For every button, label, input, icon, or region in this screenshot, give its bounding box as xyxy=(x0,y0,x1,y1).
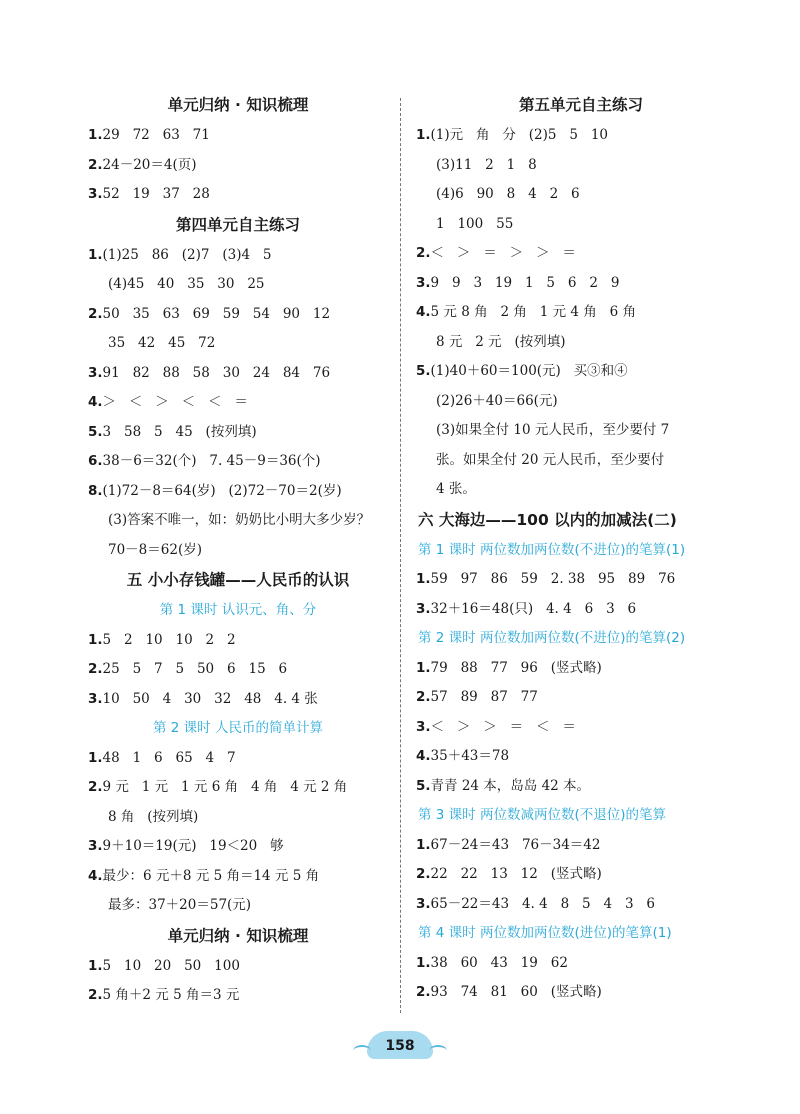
item-number: 1. xyxy=(416,954,431,971)
item-number: 3. xyxy=(88,838,103,854)
answer-continuation xyxy=(416,210,746,240)
answer-continuation xyxy=(416,151,746,181)
item-number: 3. xyxy=(416,600,431,617)
answer-continuation xyxy=(88,536,388,566)
answer-line xyxy=(88,952,388,982)
section-heading: 第五单元自主练习 xyxy=(518,96,643,114)
item-number: 2. xyxy=(416,984,431,1000)
answer-text: 青青 24 本，岛岛 42 本。 xyxy=(430,777,591,794)
item-number: 1. xyxy=(88,957,103,974)
item-number: 2. xyxy=(88,156,103,173)
answer-continuation xyxy=(416,446,746,476)
item-number: 2. xyxy=(416,689,431,705)
answer-text: 57 89 87 77 xyxy=(430,689,538,705)
section-heading: 五 小小存钱罐——人民币的认识 xyxy=(126,571,350,589)
item-number: 8. xyxy=(88,482,103,499)
answer-line xyxy=(416,890,746,920)
answer-text: (4)45 40 35 30 25 xyxy=(108,276,265,292)
item-number: 6. xyxy=(88,453,103,469)
answer-text: ＜ ＞ ＝ ＞ ＞ ＝ xyxy=(430,245,576,261)
answer-text: 5 2 10 10 2 2 xyxy=(102,631,236,648)
answer-line xyxy=(416,121,746,151)
item-number: 2. xyxy=(416,245,431,261)
answer-continuation xyxy=(416,387,746,417)
answer-text: 48 1 6 65 4 7 xyxy=(102,749,236,766)
answer-text: 35＋43＝78 xyxy=(430,748,510,764)
item-number: 1. xyxy=(88,749,103,766)
answer-line xyxy=(416,357,746,387)
answer-continuation xyxy=(88,803,388,833)
answer-line xyxy=(88,862,388,892)
answer-text: (1)元 角 分 (2)5 5 10 xyxy=(430,127,609,143)
answer-text: 59 97 86 59 2. 38 95 89 76 xyxy=(430,571,676,587)
left-column xyxy=(88,90,388,1011)
answer-text: 70－8＝62(岁) xyxy=(108,541,202,558)
answer-text: (2)26＋40＝66(元) xyxy=(436,392,558,409)
page-number: 158 xyxy=(385,1038,415,1054)
answer-text: (1)25 86 (2)7 (3)4 5 xyxy=(102,246,272,263)
page-number-badge xyxy=(367,1031,433,1059)
answer-line xyxy=(88,447,388,477)
answer-line xyxy=(88,773,388,803)
section-heading: 第四单元自主练习 xyxy=(175,215,300,234)
item-number: 3. xyxy=(416,718,431,735)
answer-text: 5 角＋2 元 5 角＝3 元 xyxy=(102,987,240,1003)
answer-text: 5 元 8 角 2 角 1 元 4 角 6 角 xyxy=(430,304,637,320)
item-number: 2. xyxy=(88,305,103,322)
answer-text: (3)答案不唯一，如：奶奶比小明大多少岁？ xyxy=(108,512,371,528)
section-heading: 单元归纳 · 知识梳理 xyxy=(167,926,309,945)
answer-text: (3)如果全付 10 元人民币，至少要付 7 xyxy=(436,422,670,438)
answer-line xyxy=(88,832,388,862)
answer-text: (1)40＋60＝100(元) 买③和④ xyxy=(430,363,628,379)
answer-text: 25 5 7 5 50 6 15 6 xyxy=(102,661,288,677)
item-number: 1. xyxy=(88,631,103,648)
answer-line xyxy=(416,683,746,713)
item-number: 4. xyxy=(416,304,431,320)
item-number: 2. xyxy=(88,779,103,795)
item-number: 1. xyxy=(416,571,431,587)
answer-text: 32＋16＝48(只) 4. 4 6 3 6 xyxy=(430,600,637,617)
answer-text: 1 100 55 xyxy=(436,215,514,232)
lesson-subheading: 第 1 课时 两位数加两位数(不进位)的笔算(1) xyxy=(418,541,686,558)
answer-text: 8 角 (按列填) xyxy=(108,808,199,825)
answer-line xyxy=(88,685,388,715)
answer-text: 29 72 63 71 xyxy=(102,127,210,143)
answer-text: 38 60 43 19 62 xyxy=(430,954,568,971)
item-number: 3. xyxy=(416,274,431,291)
item-number: 1. xyxy=(88,127,103,143)
item-number: 5. xyxy=(416,777,431,794)
answer-text: 35 42 45 72 xyxy=(108,335,216,351)
answer-text: 91 82 88 58 30 24 84 76 xyxy=(102,364,331,381)
item-number: 2. xyxy=(88,987,103,1003)
item-number: 3. xyxy=(416,895,431,912)
answer-line xyxy=(416,595,746,625)
answer-line xyxy=(416,860,746,890)
answer-text: 9＋10＝19(元) 19＜20 够 xyxy=(102,838,284,854)
answer-text: (1)72－8＝64(岁) (2)72－70＝2(岁) xyxy=(102,482,342,499)
lesson-subheading: 第 1 课时 认识元、角、分 xyxy=(159,602,317,618)
item-number: 1. xyxy=(416,836,431,853)
answer-continuation xyxy=(88,329,388,359)
lesson-subheading: 第 3 课时 两位数减两位数(不退位)的笔算 xyxy=(418,807,666,823)
answer-continuation xyxy=(416,416,746,446)
right-column xyxy=(416,90,746,1008)
answer-line xyxy=(416,565,746,595)
item-number: 2. xyxy=(416,866,431,882)
answer-line xyxy=(88,151,388,181)
answer-text: 10 50 4 30 32 48 4. 4 张 xyxy=(102,690,318,707)
answer-line xyxy=(416,713,746,743)
item-number: 4. xyxy=(88,394,103,410)
column-divider xyxy=(400,98,401,1013)
item-number: 4. xyxy=(88,867,103,884)
answer-text: 最少：6 元＋8 元 5 角＝14 元 5 角 xyxy=(102,867,320,884)
answer-text: 8 元 2 元 (按列填) xyxy=(436,333,566,350)
answer-line xyxy=(88,241,388,271)
item-number: 3. xyxy=(88,186,103,202)
answer-line xyxy=(88,626,388,656)
answer-line xyxy=(88,359,388,389)
item-number: 4. xyxy=(416,748,431,764)
answer-line xyxy=(88,388,388,418)
answer-text: ＜ ＞ ＞ ＝ ＜ ＝ xyxy=(430,718,576,735)
answer-line xyxy=(416,269,746,299)
lesson-subheading: 第 2 课时 两位数加两位数(不进位)的笔算(2) xyxy=(418,630,686,646)
answer-line xyxy=(88,744,388,774)
section-heading: 六 大海边——100 以内的加减法(二) xyxy=(418,510,677,529)
item-number: 3. xyxy=(88,690,103,707)
answer-continuation xyxy=(88,270,388,300)
item-number: 5. xyxy=(416,363,431,379)
answer-continuation xyxy=(416,180,746,210)
answer-line xyxy=(416,831,746,861)
item-number: 1. xyxy=(416,127,431,143)
lesson-subheading: 第 4 课时 两位数加两位数(进位)的笔算(1) xyxy=(418,925,672,941)
answer-continuation xyxy=(88,506,388,536)
answer-text: 5 10 20 50 100 xyxy=(102,957,240,974)
item-number: 1. xyxy=(88,246,103,263)
answer-text: 3 58 5 45 (按列填) xyxy=(102,423,257,440)
answer-text: 38－6＝32(个) 7. 45－9＝36(个) xyxy=(102,453,321,469)
answer-text: 79 88 77 96 (竖式略) xyxy=(430,659,602,676)
answer-line xyxy=(88,418,388,448)
answer-text: (4)6 90 8 4 2 6 xyxy=(436,186,580,202)
answer-text: 9 元 1 元 1 元 6 角 4 角 4 元 2 角 xyxy=(102,779,348,795)
answer-text: 4 张。 xyxy=(436,481,476,497)
answer-text: 22 22 13 12 (竖式略) xyxy=(430,866,602,882)
answer-line xyxy=(416,239,746,269)
answer-line xyxy=(88,477,388,507)
answer-line xyxy=(416,978,746,1008)
answer-line xyxy=(88,121,388,151)
answer-line xyxy=(416,772,746,802)
answer-text: 24－20＝4(页) xyxy=(102,156,197,173)
answer-text: 93 74 81 60 (竖式略) xyxy=(430,984,602,1000)
answer-line xyxy=(416,949,746,979)
answer-line xyxy=(416,298,746,328)
answer-line xyxy=(416,742,746,772)
answer-text: 9 9 3 19 1 5 6 2 9 xyxy=(430,274,620,291)
item-number: 1. xyxy=(416,659,431,676)
answer-continuation xyxy=(88,891,388,921)
lesson-subheading: 第 2 课时 人民币的简单计算 xyxy=(153,720,323,736)
answer-text: 50 35 63 69 59 54 90 12 xyxy=(102,305,331,322)
item-number: 2. xyxy=(88,661,103,677)
answer-text: 65－22＝43 4. 4 8 5 4 3 6 xyxy=(430,895,656,912)
answer-line xyxy=(88,300,388,330)
answer-text: ＞ ＜ ＞ ＜ ＜ ＝ xyxy=(102,394,248,410)
answer-text: 张。如果全付 20 元人民币，至少要付 xyxy=(436,451,665,468)
answer-line xyxy=(416,654,746,684)
item-number: 3. xyxy=(88,364,103,381)
item-number: 5. xyxy=(88,423,103,440)
answer-continuation xyxy=(416,475,746,505)
answer-text: 52 19 37 28 xyxy=(102,186,210,202)
section-heading: 单元归纳 · 知识梳理 xyxy=(167,96,309,114)
answer-line xyxy=(88,180,388,210)
answer-line xyxy=(88,655,388,685)
answer-line xyxy=(88,981,388,1011)
answer-text: 最多：37＋20＝57(元) xyxy=(108,897,252,913)
answer-text: (3)11 2 1 8 xyxy=(436,156,537,173)
answer-text: 67－24＝43 76－34＝42 xyxy=(430,836,601,853)
answer-continuation xyxy=(416,328,746,358)
